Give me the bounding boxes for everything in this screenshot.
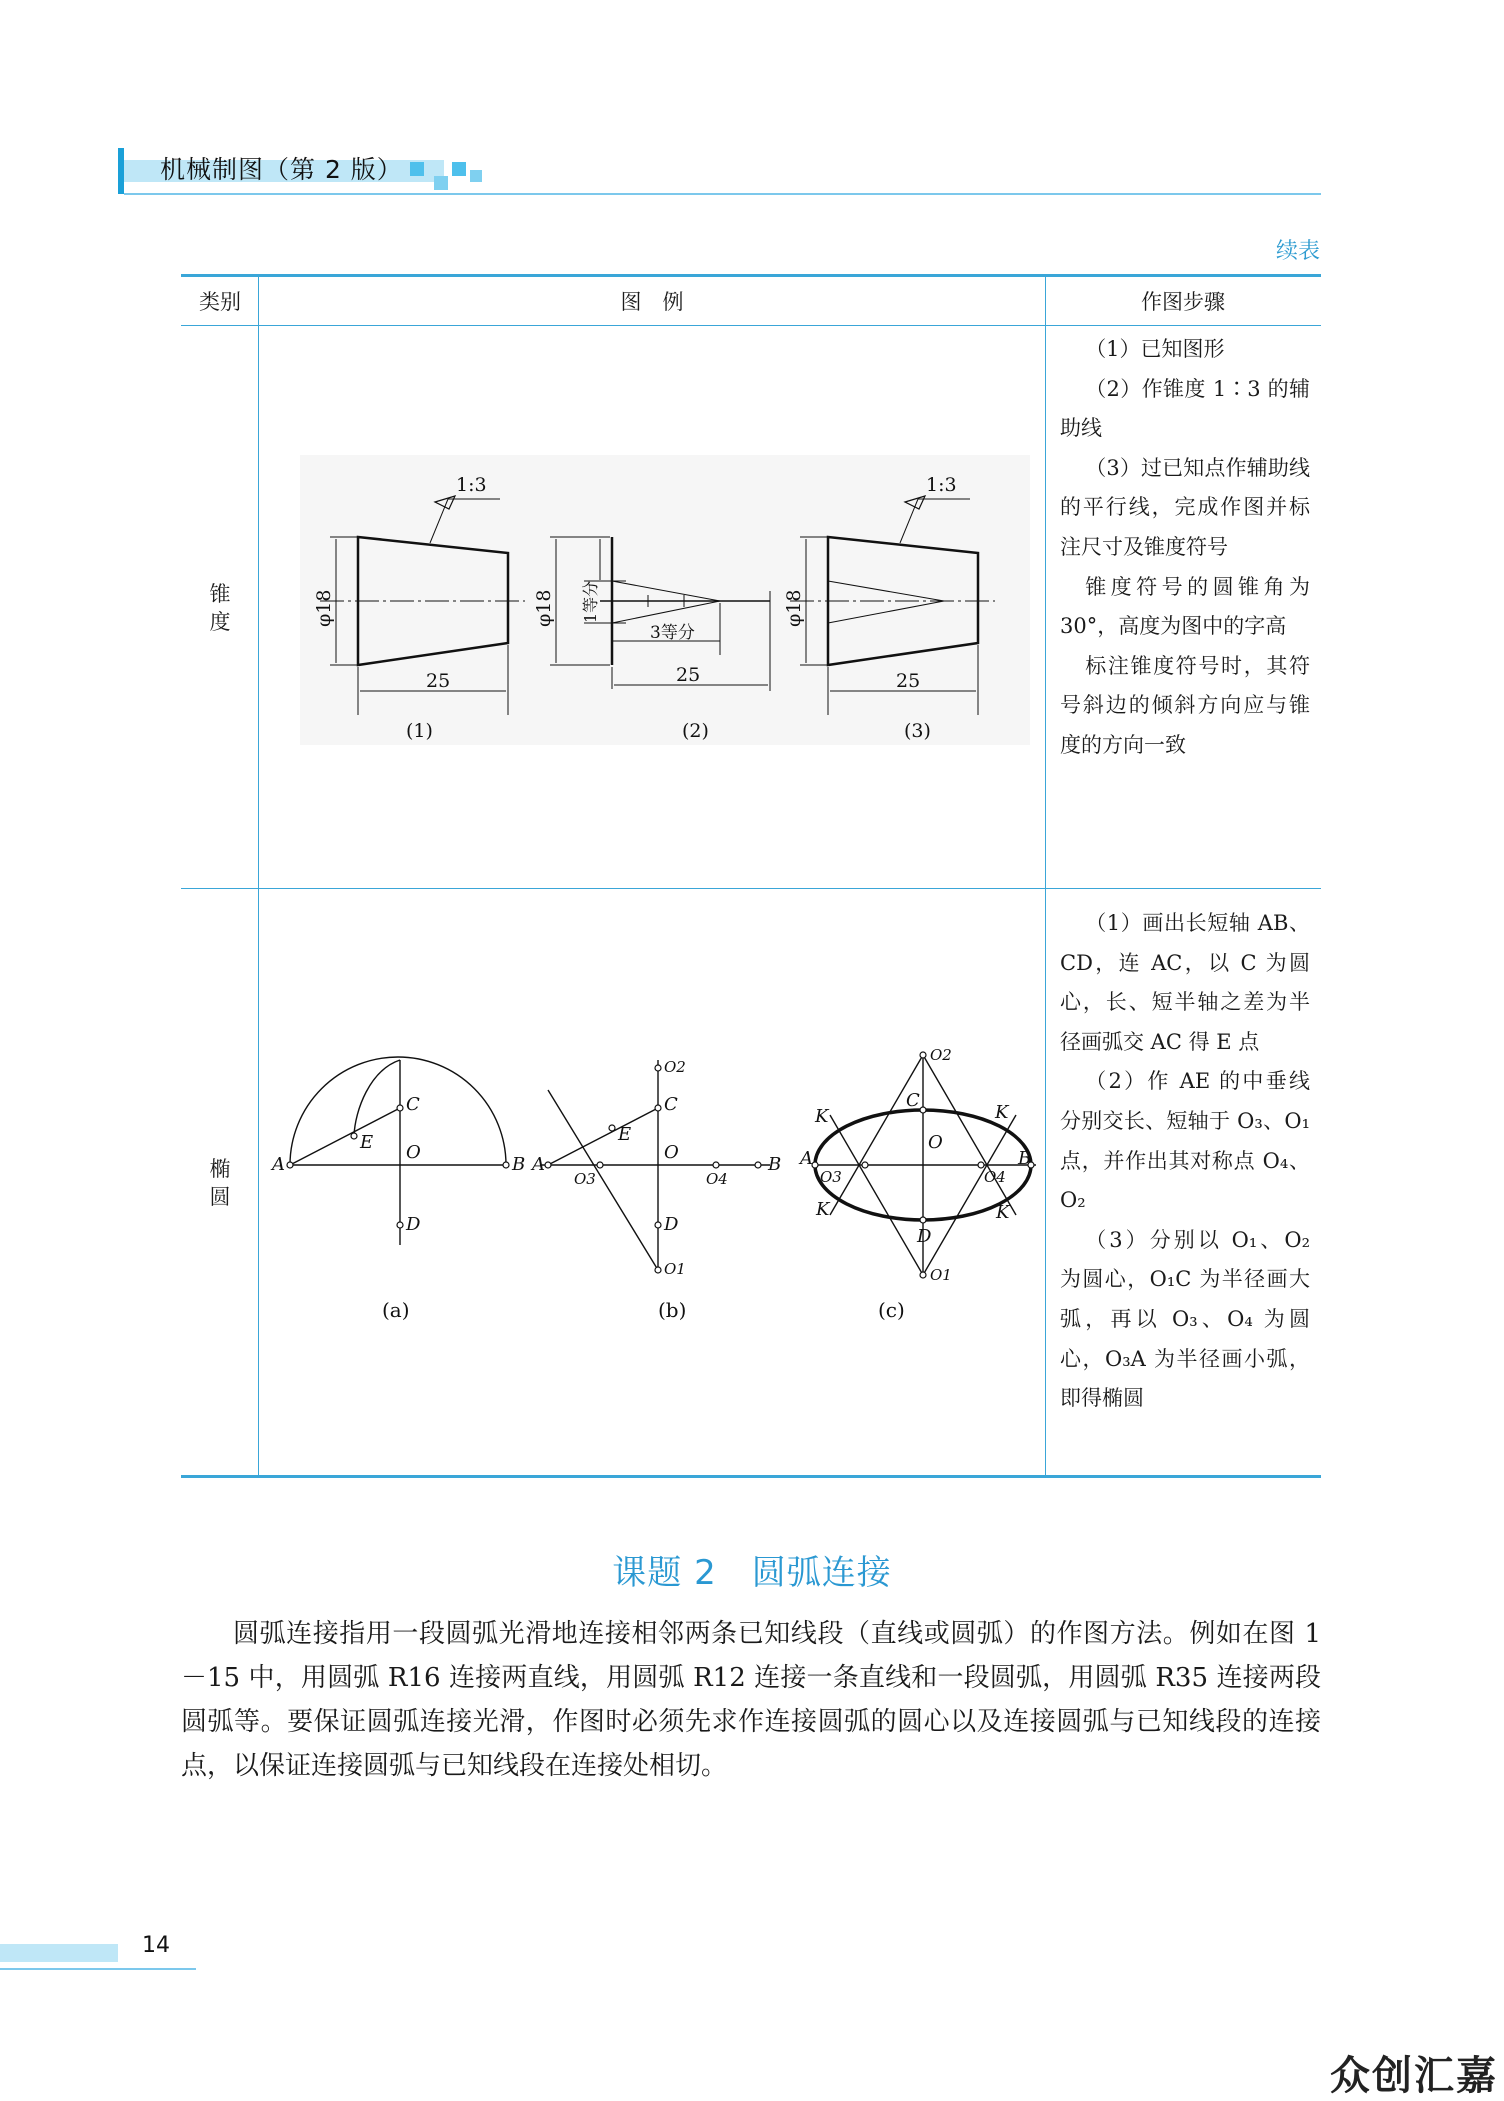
- ellipse-steps: [1060, 904, 1310, 1419]
- header-square: [434, 176, 448, 190]
- page-number: 14: [142, 1933, 170, 1958]
- table-header-figure: 图 例: [620, 290, 684, 314]
- table-header-steps: 作图步骤: [1141, 290, 1225, 314]
- continued-label: 续表: [1275, 239, 1320, 264]
- category-taper: [183, 580, 257, 636]
- point-label: O2: [664, 1058, 686, 1076]
- footer-rule: [0, 1968, 196, 1970]
- category-ellipse: [183, 1155, 257, 1211]
- point-label: B: [1018, 1148, 1032, 1169]
- step-item: 锥度符号的圆锥角为 30°，高度为图中的字高: [1060, 574, 1310, 639]
- point-label: E: [618, 1124, 632, 1145]
- point-label: K: [996, 1202, 1010, 1223]
- length-label: 25: [676, 664, 701, 686]
- figure-caption: (3): [904, 720, 931, 742]
- division-label: 1等分: [581, 580, 600, 623]
- point-label: O1: [930, 1266, 952, 1284]
- point-label: A: [800, 1148, 813, 1169]
- division-label: 3等分: [650, 623, 695, 643]
- diameter-label: φ18: [313, 589, 335, 627]
- point-label: O: [928, 1132, 943, 1153]
- point-label: D: [406, 1214, 421, 1235]
- diameter-label: φ18: [783, 589, 805, 627]
- point-label: O2: [930, 1046, 952, 1064]
- book-title: 机械制图（第 2 版）: [160, 155, 403, 184]
- taper-figure: [300, 455, 1030, 755]
- table-bottom-rule: [181, 1475, 1321, 1478]
- point-label: O4: [706, 1170, 728, 1188]
- figure-caption: (a): [382, 1298, 410, 1322]
- table-header-category: 类别: [199, 290, 241, 314]
- footer-band: [0, 1944, 118, 1962]
- point-label: O: [664, 1142, 679, 1163]
- figure-caption: (b): [658, 1298, 687, 1322]
- point-label: K: [995, 1102, 1009, 1123]
- step-item: （3）分别以 O₁、O₂ 为圆心，O₁C 为半径画大弧，再以 O₃、O₄ 为圆心，O₃A 为半径画小弧，即得椭圆: [1060, 1227, 1310, 1411]
- point-label: O3: [574, 1170, 596, 1188]
- step-item: （1）已知图形: [1085, 337, 1225, 361]
- section-title: 课题 2 圆弧连接: [612, 1553, 892, 1593]
- step-item: （1）画出长短轴 AB、CD，连 AC，以 C 为圆心，长、短半轴之差为半径画弧交 AC 得 E 点: [1060, 911, 1310, 1054]
- length-label: 25: [426, 670, 451, 692]
- watermark: 众创汇嘉: [1330, 2053, 1498, 2099]
- point-label: O1: [664, 1260, 686, 1278]
- point-label: C: [906, 1090, 920, 1111]
- figure-caption: (1): [406, 720, 433, 742]
- section-paragraph: 圆弧连接指用一段圆弧光滑地连接相邻两条已知线段（直线或圆弧）的作图方法。例如在图 1－15 中，用圆弧 R16 连接两直线，用圆弧 R12 连接一条直线和一段圆弧，用圆弧 R35 连接两段圆弧等。要保证圆弧连接光滑，作图时必须先求作连接圆弧的圆心以及连接圆弧与已知线段的连接点，以保证连接圆弧与已知线段在连接处相切。: [181, 1619, 1321, 1781]
- point-label: K: [816, 1199, 830, 1220]
- figure-caption: (2): [682, 720, 709, 742]
- taper-ratio-label: 1:3: [456, 474, 487, 496]
- header-square: [410, 162, 424, 176]
- step-item: （2）作锥度 1∶3 的辅助线: [1060, 376, 1310, 441]
- step-item: （2）作 AE 的中垂线分别交长、短轴于 O₃、O₁ 点，并作出其对称点 O₄、O₂: [1060, 1069, 1310, 1213]
- point-label: A: [532, 1154, 545, 1175]
- length-label: 25: [896, 670, 921, 692]
- point-label: D: [917, 1226, 932, 1247]
- diameter-label: φ18: [533, 589, 555, 627]
- point-label: K: [815, 1106, 829, 1127]
- point-label: A: [272, 1154, 285, 1175]
- table-row-rule: [181, 888, 1321, 889]
- point-label: O4: [984, 1168, 1006, 1186]
- table-col-rule: [258, 276, 259, 1476]
- table-col-rule: [1045, 276, 1046, 1476]
- step-item: （3）过已知点作辅助线的平行线，完成作图并标注尺寸及锥度符号: [1060, 455, 1310, 559]
- table-top-rule: [181, 274, 1321, 277]
- header-rule: [124, 193, 1321, 195]
- category-label: 椭圆: [209, 1157, 231, 1209]
- taper-ratio-label: 1:3: [926, 474, 957, 496]
- point-label: O: [406, 1142, 421, 1163]
- table-header-rule: [181, 325, 1321, 326]
- figure-caption: (c): [878, 1298, 905, 1322]
- ellipse-figure: [260, 1040, 1040, 1330]
- category-label: 锥度: [209, 582, 231, 634]
- point-label: C: [664, 1094, 678, 1115]
- step-item: 标注锥度符号时，其符号斜边的倾斜方向应与锥度的方向一致: [1060, 653, 1310, 757]
- point-label: B: [512, 1154, 526, 1175]
- point-label: C: [406, 1094, 420, 1115]
- header-square: [470, 170, 482, 182]
- point-label: O3: [820, 1168, 842, 1186]
- point-label: E: [360, 1132, 374, 1153]
- point-label: B: [768, 1154, 782, 1175]
- header-square: [452, 162, 466, 176]
- point-label: D: [664, 1214, 679, 1235]
- taper-steps: [1060, 330, 1310, 766]
